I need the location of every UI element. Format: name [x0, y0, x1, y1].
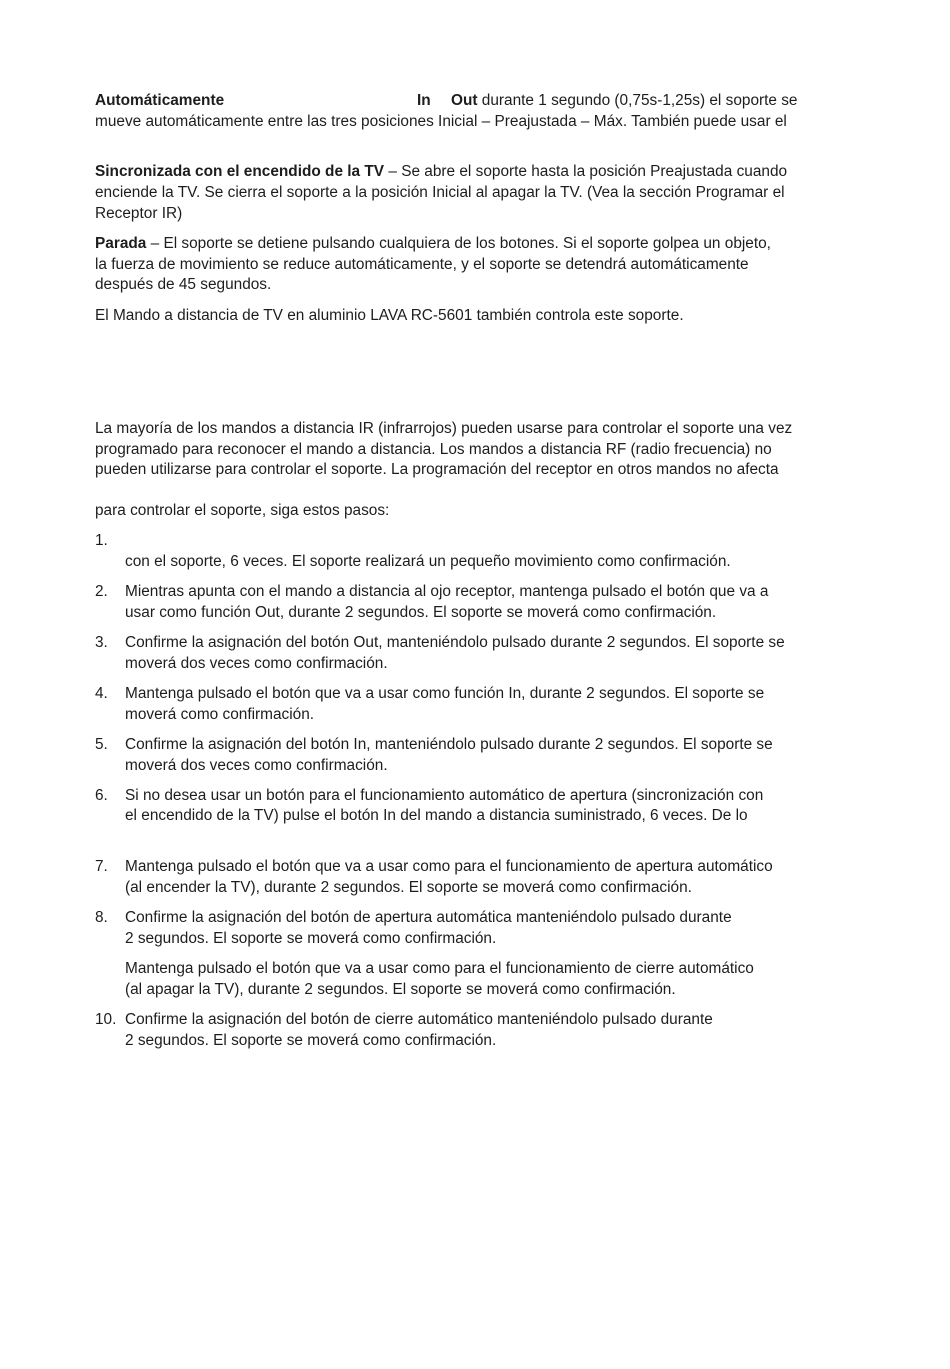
stop-label: Parada — [95, 235, 147, 252]
step-number: 7. — [95, 858, 108, 875]
step-line: moverá como confirmación. — [125, 706, 315, 723]
stop-line3: después de 45 segundos. — [95, 276, 272, 293]
sync-line1 — [95, 161, 787, 182]
ir-line4: para controlar el soporte, siga estos pasos: — [95, 502, 390, 519]
remote-note: El Mando a distancia de TV en aluminio LAVA RC-5601 también controla este soporte. — [95, 307, 684, 324]
step-line: Confirme la asignación del botón de cierre automático manteniéndolo pulsado durante — [125, 1011, 713, 1028]
step-number: 10. — [95, 1011, 117, 1028]
sync-line2: enciende la TV. Se cierra el soporte a la posición Inicial al apagar la TV. (Vea la sección Programar el — [95, 184, 785, 201]
step-line: Confirme la asignación del botón In, manteniéndolo pulsado durante 2 segundos. El soporte se — [125, 736, 773, 753]
step-number: 3. — [95, 634, 108, 651]
step-line: Confirme la asignación del botón de apertura automática manteniéndolo pulsado durante — [125, 909, 732, 926]
step-number: 8. — [95, 909, 108, 926]
step-line: 2 segundos. El soporte se moverá como confirmación. — [125, 930, 497, 947]
ir-line1: La mayoría de los mandos a distancia IR (infrarrojos) pueden usarse para controlar el soporte una vez — [95, 420, 793, 437]
step-line: Mantenga pulsado el botón que va a usar como para el funcionamiento de apertura automático — [125, 858, 773, 875]
step-line: Mantenga pulsado el botón que va a usar como función In, durante 2 segundos. El soporte se — [125, 685, 765, 702]
step-line: Confirme la asignación del botón Out, manteniéndolo pulsado durante 2 segundos. El soporte se — [125, 634, 785, 651]
stop-line1 — [95, 233, 771, 254]
sync-line3: Receptor IR) — [95, 205, 183, 222]
step-line: Mantenga pulsado el botón que va a usar como para el funcionamiento de cierre automático — [125, 960, 754, 977]
step-number: 4. — [95, 685, 108, 702]
step-line: el encendido de la TV) pulse el botón In del mando a distancia suministrado, 6 veces. De lo — [125, 807, 748, 824]
stop-line1-text: – El soporte se detiene pulsando cualquiera de los botones. Si el soporte golpea un objeto, — [150, 235, 771, 252]
step-line: Si no desea usar un botón para el funcionamiento automático de apertura (sincronización con — [125, 787, 764, 804]
sync-line1-text: – Se abre el soporte hasta la posición Preajustada cuando — [388, 163, 788, 180]
step-line: moverá dos veces como confirmación. — [125, 757, 388, 774]
auto-line1-text: durante 1 segundo (0,75s-1,25s) el soporte se — [481, 92, 798, 109]
stop-line2: la fuerza de movimiento se reduce automáticamente, y el soporte se detendrá automáticamente — [95, 256, 749, 273]
step-line: (al apagar la TV), durante 2 segundos. El soporte se moverá como confirmación. — [125, 981, 676, 998]
step-number: 6. — [95, 787, 108, 804]
step-line: moverá dos veces como confirmación. — [125, 655, 388, 672]
step-number: 2. — [95, 583, 108, 600]
step-line: (al encender la TV), durante 2 segundos. El soporte se moverá como confirmación. — [125, 879, 692, 896]
step-line: 2 segundos. El soporte se moverá como confirmación. — [125, 1032, 497, 1049]
step-line: con el soporte, 6 veces. El soporte realizará un pequeño movimiento como confirmación. — [125, 553, 731, 570]
sync-label: Sincronizada con el encendido de la TV — [95, 163, 385, 180]
ir-line2: programado para reconocer el mando a distancia. Los mandos a distancia RF (radio frecuencia) no — [95, 441, 772, 458]
auto-line1 — [451, 90, 798, 111]
step-line: Mientras apunta con el mando a distancia al ojo receptor, mantenga pulsado el botón que va a — [125, 583, 769, 600]
step-line: usar como función Out, durante 2 segundos. El soporte se moverá como confirmación. — [125, 604, 717, 621]
auto-in-label: In — [417, 92, 431, 109]
auto-line2: mueve automáticamente entre las tres posiciones Inicial – Preajustada – Máx. También puede usar el — [95, 113, 787, 130]
ir-line3: pueden utilizarse para controlar el soporte. La programación del receptor en otros mandos no afecta — [95, 461, 779, 478]
auto-label: Automáticamente — [95, 92, 225, 109]
step-number: 1. — [95, 532, 108, 549]
step-number: 5. — [95, 736, 108, 753]
auto-out-label: Out — [451, 92, 478, 109]
